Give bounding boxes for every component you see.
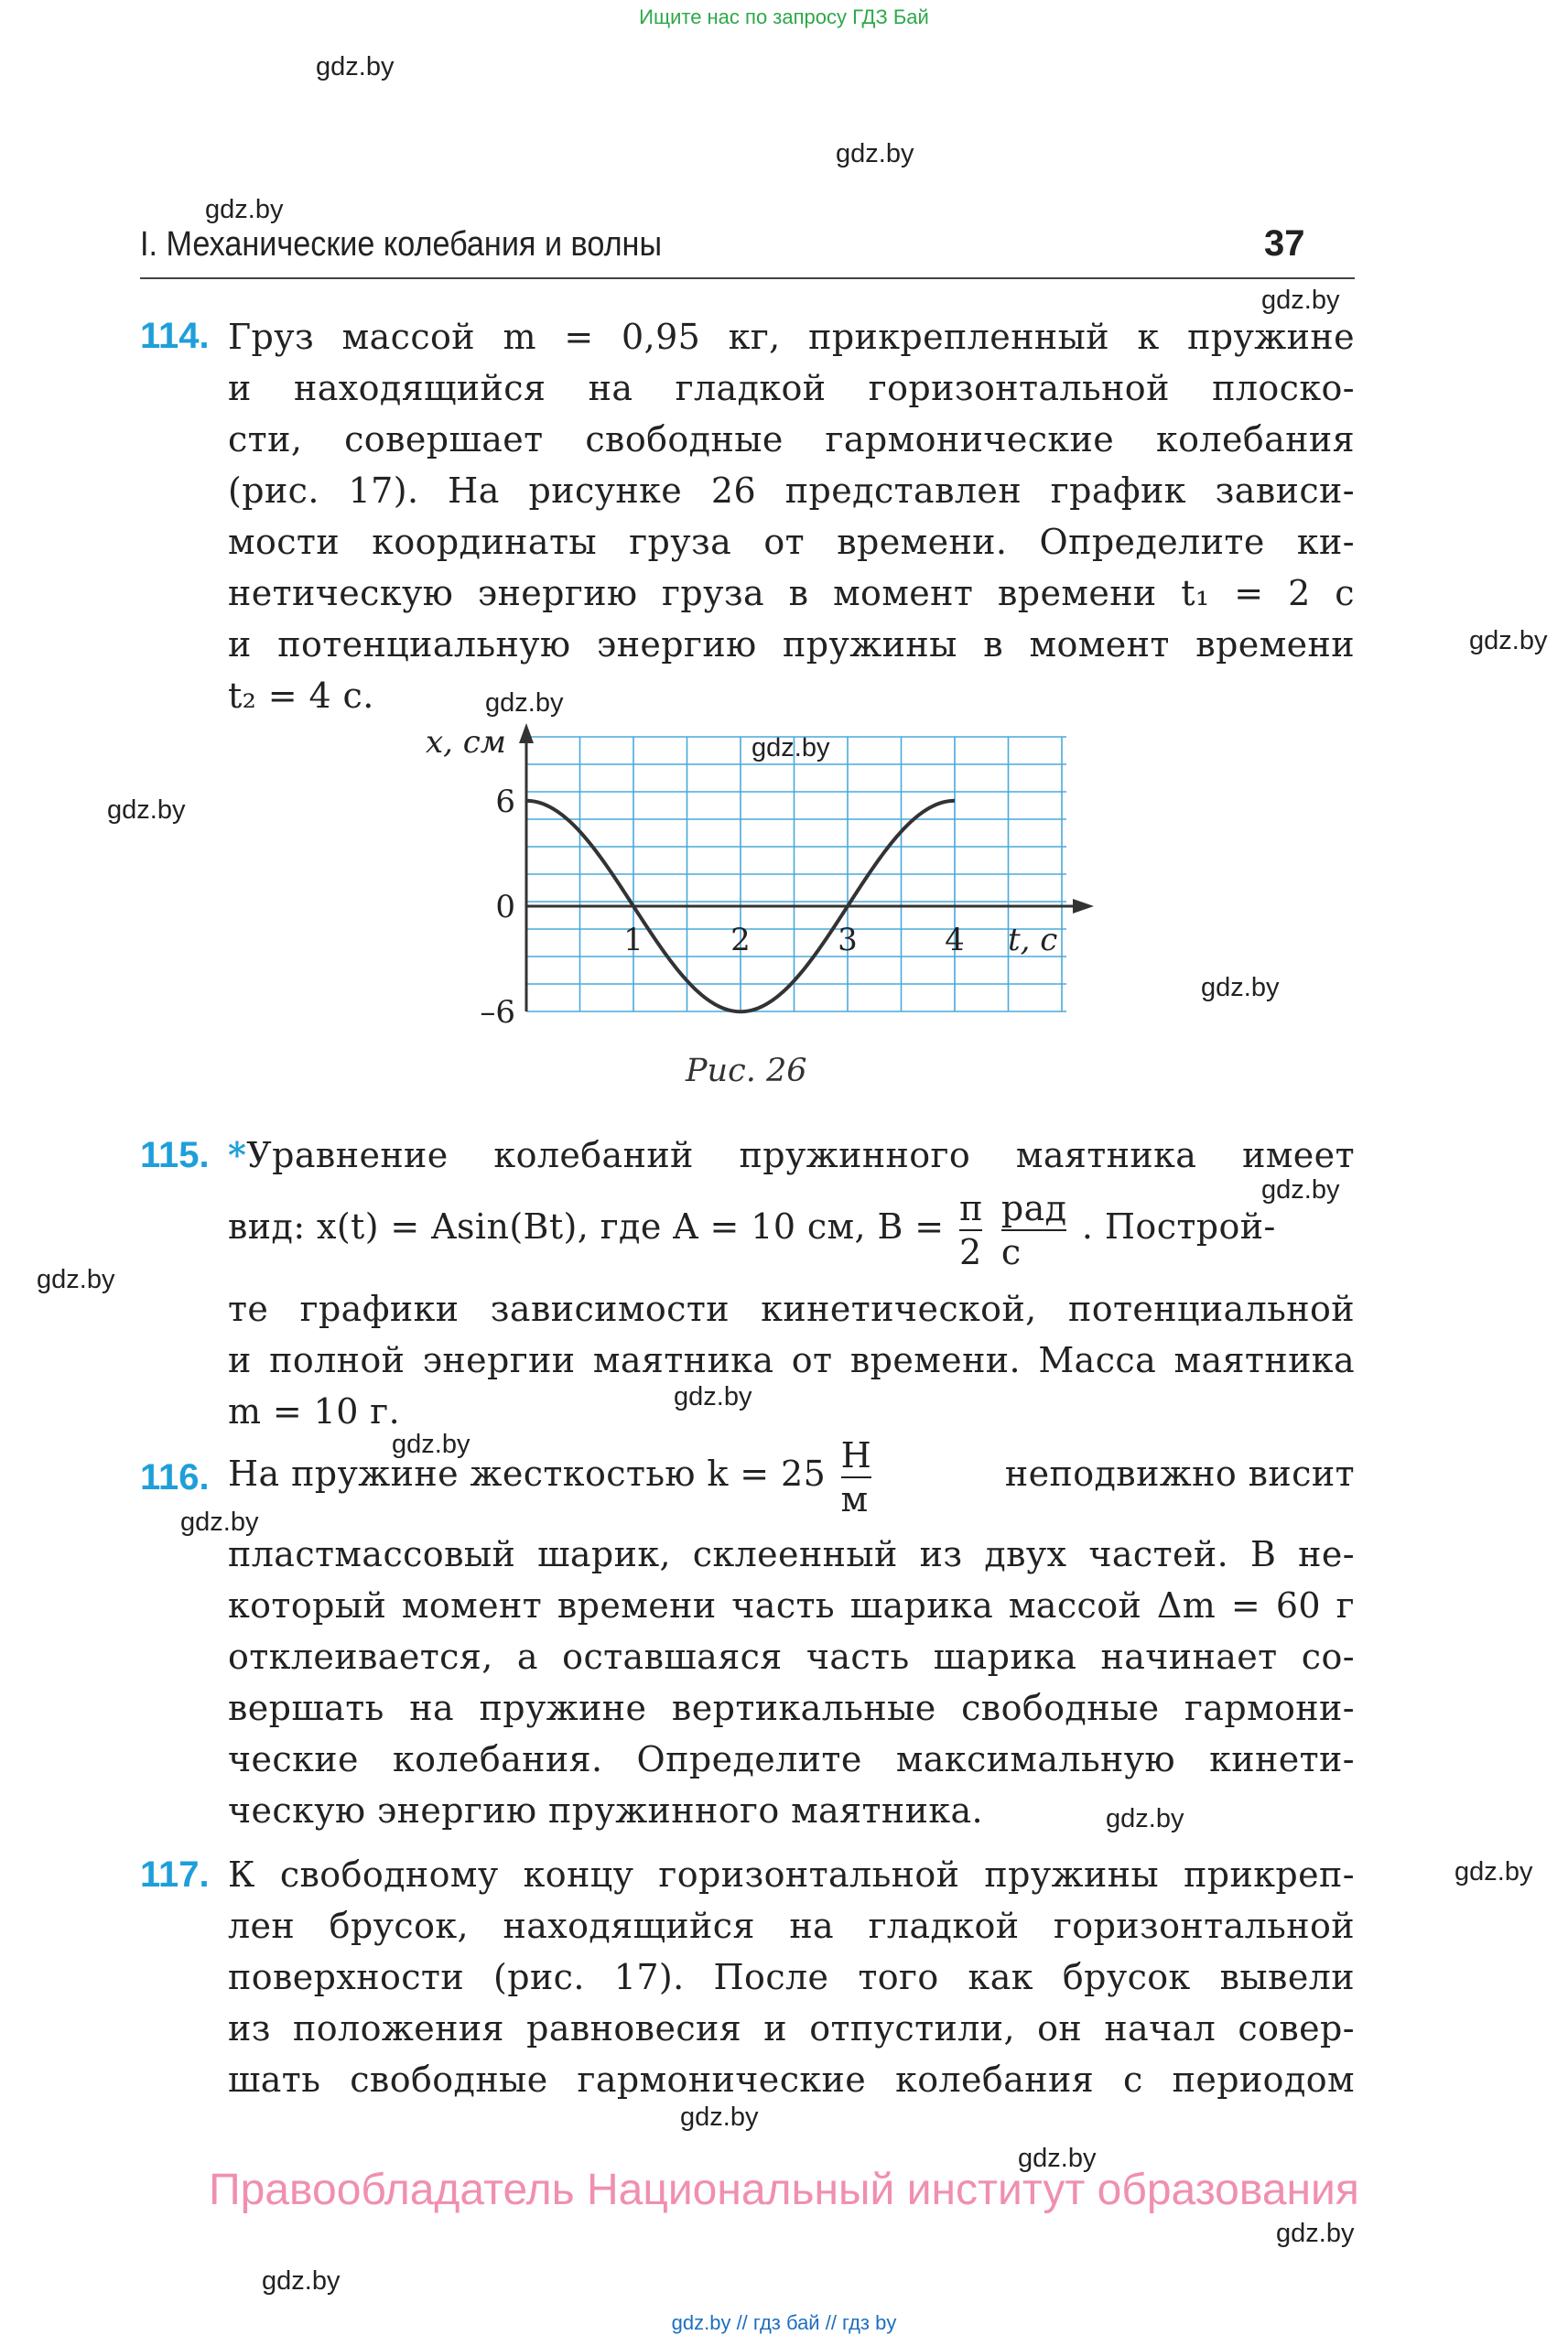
chapter-title: I. Механические колебания и волны bbox=[140, 225, 663, 264]
problem-117-line: из положения равновесия и отпустили, он начал совер- bbox=[228, 2008, 1355, 2049]
watermark: gdz.by bbox=[836, 139, 914, 168]
problem-115-line bbox=[228, 1130, 1355, 1181]
y-axis-label: x, см bbox=[425, 724, 506, 761]
watermark: gdz.by bbox=[1454, 1857, 1533, 1887]
watermark: gdz.by bbox=[680, 2103, 759, 2132]
formula-text-after: . Построй- bbox=[1081, 1206, 1276, 1247]
x-axis-arrow bbox=[1073, 899, 1094, 914]
problem-116-line: ческие колебания. Определите максимальную кинети- bbox=[228, 1739, 1355, 1779]
problem-115-line: и полной энергии маятника от времени. Масса маятника bbox=[228, 1340, 1355, 1380]
problem-number-115: 115. bbox=[140, 1135, 210, 1175]
fraction-denominator: м bbox=[841, 1476, 872, 1520]
watermark: gdz.by bbox=[1276, 2219, 1355, 2248]
watermark: gdz.by bbox=[752, 733, 830, 762]
problem-114-line: t₂ = 4 с. bbox=[228, 676, 374, 716]
copyright-footer: Правообладатель Национальный институт образования bbox=[209, 2166, 1359, 2214]
fraction-numerator: π bbox=[959, 1187, 983, 1228]
bottom-links[interactable]: gdz.by // гдз бай // гдз by bbox=[671, 2311, 897, 2334]
watermark: gdz.by bbox=[1201, 973, 1280, 1002]
figure-26-chart bbox=[403, 723, 1098, 1034]
x-tick-label: 1 bbox=[623, 922, 643, 958]
x-tick-label: 4 bbox=[945, 922, 965, 958]
x-tick-label: 2 bbox=[730, 922, 751, 958]
problem-114-line: и потенциальную энергию пружины в момент времени bbox=[228, 624, 1355, 665]
y-tick-label: 6 bbox=[495, 783, 515, 820]
problem-117-line: поверхности (рис. 17). После того как брусок вывели bbox=[228, 1957, 1355, 1997]
y-tick-label: –6 bbox=[480, 994, 515, 1032]
problem-116-line: вершать на пружине вертикальные свободные гармони- bbox=[228, 1688, 1355, 1728]
problem-114-line: и находящийся на гладкой горизонтальной плоско- bbox=[228, 368, 1355, 408]
problem-116-line: который момент времени часть шарика массой Δm = 60 г bbox=[228, 1585, 1355, 1626]
watermark: gdz.by bbox=[1261, 1175, 1340, 1205]
problem-116-line: ческую энергию пружинного маятника. bbox=[228, 1790, 984, 1831]
fraction-rad-per-s bbox=[1001, 1187, 1067, 1273]
problem-115-line-text: Уравнение колебаний пружинного маятника имеет bbox=[246, 1135, 1355, 1175]
problem-114-line: сти, совершает свободные гармонические колебания bbox=[228, 419, 1355, 459]
formula-text: На пружине жесткостью k = 25 bbox=[228, 1454, 827, 1494]
watermark: gdz.by bbox=[674, 1382, 752, 1411]
problem-117-line: шать свободные гармонические колебания с периодом bbox=[228, 2060, 1355, 2100]
formula-text: вид: x(t) = Asin(Bt), где A = 10 см, B = bbox=[228, 1206, 945, 1247]
problem-116-line: отклеивается, а оставшаяся часть шарика начинает со- bbox=[228, 1637, 1355, 1677]
problem-114-line: мости координаты груза от времени. Определите ки- bbox=[228, 522, 1355, 562]
problem-number-117: 117. bbox=[140, 1854, 210, 1895]
watermark: gdz.by bbox=[37, 1265, 115, 1294]
problem-114-line: Груз массой m = 0,95 кг, прикрепленный к пружине bbox=[228, 317, 1355, 357]
watermark: gdz.by bbox=[1261, 286, 1340, 315]
fraction-pi-over-2 bbox=[959, 1187, 982, 1273]
watermark: gdz.by bbox=[180, 1508, 259, 1537]
problem-116-line: пластмассовый шарик, склеенный из двух частей. В не- bbox=[228, 1534, 1355, 1574]
watermark: gdz.by bbox=[205, 195, 284, 224]
problem-number-116: 116. bbox=[140, 1457, 210, 1497]
problem-115-line: те графики зависимости кинетической, потенциальной bbox=[228, 1289, 1355, 1329]
problem-116-formula-line bbox=[228, 1428, 1355, 1519]
fraction-denominator: 2 bbox=[959, 1229, 982, 1273]
problem-117-line: лен брусок, находящийся на гладкой горизонтальной bbox=[228, 1906, 1355, 1946]
watermark: gdz.by bbox=[1469, 626, 1548, 655]
watermark: gdz.by bbox=[316, 52, 395, 81]
watermark: gdz.by bbox=[107, 795, 186, 825]
star-mark: * bbox=[228, 1134, 247, 1175]
formula-text-after: неподвижно висит bbox=[1004, 1454, 1355, 1494]
x-tick-label: 3 bbox=[838, 922, 858, 958]
fraction-n-per-m bbox=[841, 1434, 872, 1520]
top-banner: Ищите нас по запросу ГДЗ Бай bbox=[639, 5, 929, 28]
watermark: gdz.by bbox=[1106, 1804, 1184, 1833]
fraction-denominator: с bbox=[1001, 1229, 1067, 1273]
fraction-numerator: Н bbox=[840, 1434, 872, 1476]
figure-caption: Рис. 26 bbox=[686, 1053, 807, 1089]
watermark: gdz.by bbox=[485, 688, 564, 718]
problem-115-line: m = 10 г. bbox=[228, 1391, 401, 1432]
watermark: gdz.by bbox=[262, 2266, 341, 2296]
page-number: 37 bbox=[1264, 223, 1305, 264]
problem-114-line: (рис. 17). На рисунке 26 представлен график зависи- bbox=[228, 470, 1355, 511]
watermark: gdz.by bbox=[392, 1430, 470, 1459]
y-axis-arrow bbox=[519, 723, 534, 743]
problem-115-formula-line bbox=[228, 1181, 1355, 1272]
x-axis-label: t, с bbox=[1008, 922, 1058, 958]
header-rule bbox=[140, 277, 1355, 279]
problem-number-114: 114. bbox=[140, 316, 210, 356]
fraction-numerator: рад bbox=[1000, 1187, 1067, 1228]
y-tick-label: 0 bbox=[495, 889, 515, 925]
problem-114-line: нетическую энергию груза в момент времени t₁ = 2 с bbox=[228, 573, 1355, 613]
watermark: gdz.by bbox=[1018, 2144, 1097, 2173]
problem-117-line: К свободному концу горизонтальной пружины прикреп- bbox=[228, 1854, 1355, 1895]
